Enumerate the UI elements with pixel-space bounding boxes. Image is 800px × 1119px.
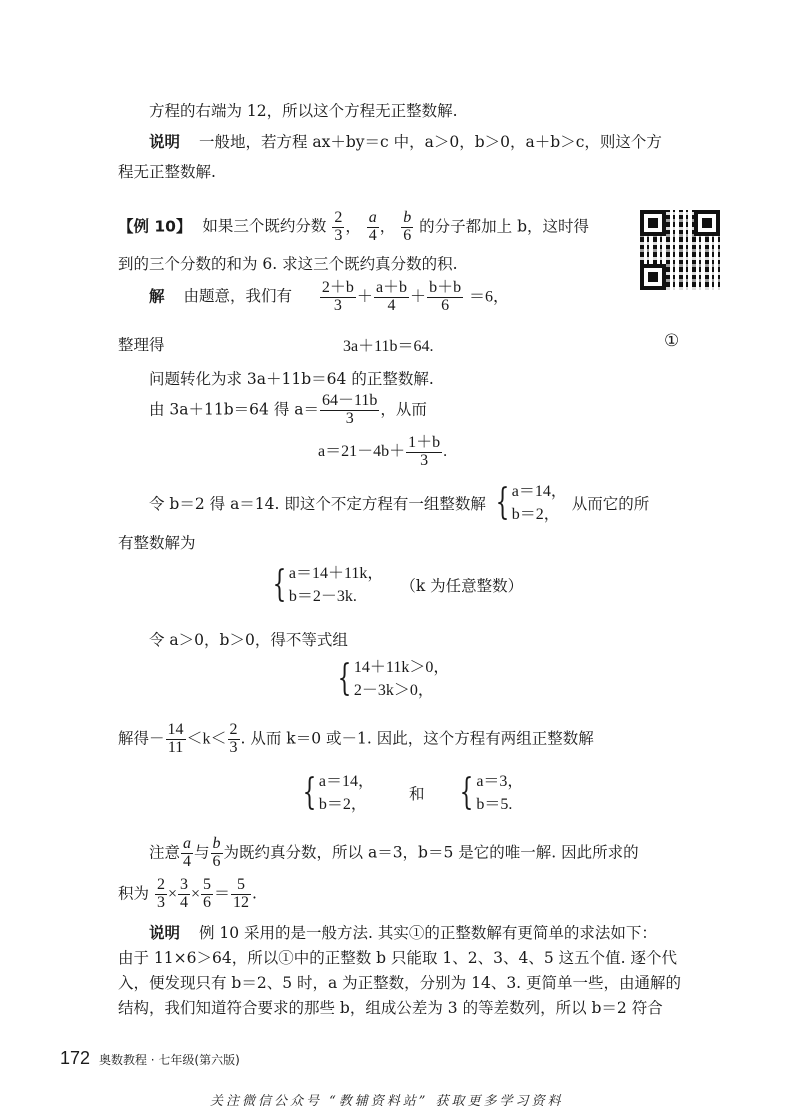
page-number: 172 — [60, 1048, 91, 1068]
solution-line: 解 由题意，我们有 $\frac{2+b}{3}$ ＋ $\frac{a+b}{4}$ ＋ $\frac{b+b}{6}$ ＝6， — [149, 279, 510, 314]
fraction: $\frac{1+b}{3}$ — [408, 434, 441, 469]
text-line: 结构，我们知道符合要求的那些 b，组成公差为 3 的等差数列，所以 b＝2 符合 — [118, 999, 663, 1017]
solution-text: 由题意，我们有 — [183, 287, 292, 306]
page-footer — [60, 1048, 240, 1069]
text-line: 由于 11×6＞64，所以①中的正整数 b 只能取 1、2、3、4、5 这五个值. 逐个代 — [118, 949, 678, 967]
solution-label: 解 — [149, 287, 165, 306]
text-line: 积为 $\frac{2}{3}$ × $\frac{3}{4}$ × $\frac{5}{6}$ ＝ $\frac{5}{12}$ . — [118, 876, 257, 911]
example-line: 到的三个分数的和为 6. 求这三个既约真分数的积. — [118, 255, 458, 273]
text-line: 令 b＝2 得 a＝14. 即这个不定方程有一组整数解 { a＝14， b＝2， 从而它的所 — [149, 480, 649, 526]
fraction: $\frac{b}{6}$ — [212, 835, 221, 870]
equation-system: a＝3， b＝5. — [476, 773, 524, 814]
equation-text: ＝6， — [469, 288, 510, 306]
fraction: $\frac{2}{3}$ — [334, 209, 343, 244]
text-line: 整理得 — [118, 336, 165, 354]
fraction: $\frac{3}{4}$ — [179, 876, 188, 911]
text-line: 由 3a＋11b＝64 得 a＝ $\frac{64-11b}{3}$ ，从而 — [149, 392, 427, 427]
equation-line: a＝21－4b＋ $\frac{1+b}{3}$ . — [318, 434, 448, 469]
fraction: $\frac{2}{3}$ — [156, 876, 165, 911]
note-text: 一般地，若方程 ax＋by＝c 中，a＞0，b＞0，a＋b＞c，则这个方 — [198, 133, 662, 151]
fraction: $\frac{a+b}{4}$ — [375, 279, 408, 314]
two-solutions: { a＝14， b＝2， 和 { a＝3， b＝5. — [298, 770, 523, 816]
equation-1: 3a＋11b＝64. — [343, 338, 434, 355]
note-label: 说明 — [149, 924, 181, 942]
text-line: 问题转化为求 3a＋11b＝64 的正整数解. — [149, 370, 434, 388]
equation-system: a＝14＋11k， b＝2－3k. — [288, 565, 384, 606]
general-solution: { a＝14＋11k， b＝2－3k. （k 为任意整数） — [268, 562, 523, 608]
text-line: 程无正整数解. — [118, 163, 216, 181]
and-text: 和 — [408, 785, 425, 804]
qr-code — [640, 210, 720, 290]
fraction: $\frac{64-11b}{3}$ — [322, 392, 378, 427]
equation-system: a＝14， b＝2， — [318, 773, 375, 814]
text-line: 入，便发现只有 b＝2、5 时，a 为正整数，分别为 14、3. 更简单一些，由通解的 — [118, 974, 682, 992]
note-label: 说明 — [149, 133, 181, 151]
note-text: 例 10 采用的是一般方法. 其实①的正整数解有更简单的求法如下： — [198, 924, 657, 942]
text-line: 解得－ $\frac{14}{11}$ ＜k＜ $\frac{2}{3}$ . 从而 k＝0 或－1. 因此，这个方程有两组正整数解 — [118, 721, 594, 756]
fraction: $\frac{2+b}{3}$ — [321, 279, 354, 314]
text-line — [149, 921, 657, 943]
text-line: 令 a＞0，b＞0，得不等式组 — [149, 631, 348, 649]
fraction: $\frac{a}{4}$ — [368, 209, 377, 244]
fraction: $\frac{5}{6}$ — [203, 876, 212, 911]
equation-system: a＝14， b＝2， — [511, 483, 567, 524]
example-line: 【例 10】 如果三个既约分数 $\frac{2}{3}$ ， $\frac{a}{4}$ ， $\frac{b}{6}$ 的分子都加上 b，这时得 — [118, 209, 590, 244]
text-line: 方程的右端为 12，所以这个方程无正整数解. — [149, 102, 458, 120]
example-text: 的分子都加上 b，这时得 — [419, 217, 590, 236]
text-line: 注意 $\frac{a}{4}$ 与 $\frac{b}{6}$ 为既约真分数，所以 a＝3，b＝5 是它的唯一解. 因此所求的 — [149, 835, 639, 870]
text-line: 有整数解为 — [118, 534, 196, 552]
fraction: $\frac{b+b}{6}$ — [429, 279, 462, 314]
fraction: $\frac{5}{12}$ — [233, 876, 250, 911]
book-title: 奥数教程 · 七年级(第六版) — [98, 1053, 240, 1067]
inequality-system: { 14＋11k＞0， 2－3k＞0， — [333, 656, 449, 702]
general-solution-note: （k 为任意整数） — [400, 577, 524, 596]
example-label: 【例 10】 — [118, 217, 192, 236]
fraction: $\frac{2}{3}$ — [229, 721, 238, 756]
text-line — [149, 130, 662, 152]
bottom-note: 关注微信公众号 “教辅资料站” 获取更多学习资料 — [210, 1094, 564, 1109]
equation-marker: ① — [664, 331, 680, 351]
equation-system: 14＋11k＞0， 2－3k＞0， — [353, 659, 450, 700]
fraction: $\frac{b}{6}$ — [403, 209, 412, 244]
fraction: $\frac{a}{4}$ — [183, 835, 192, 870]
fraction: $\frac{14}{11}$ — [167, 721, 184, 756]
example-text: 如果三个既约分数 — [202, 217, 327, 236]
